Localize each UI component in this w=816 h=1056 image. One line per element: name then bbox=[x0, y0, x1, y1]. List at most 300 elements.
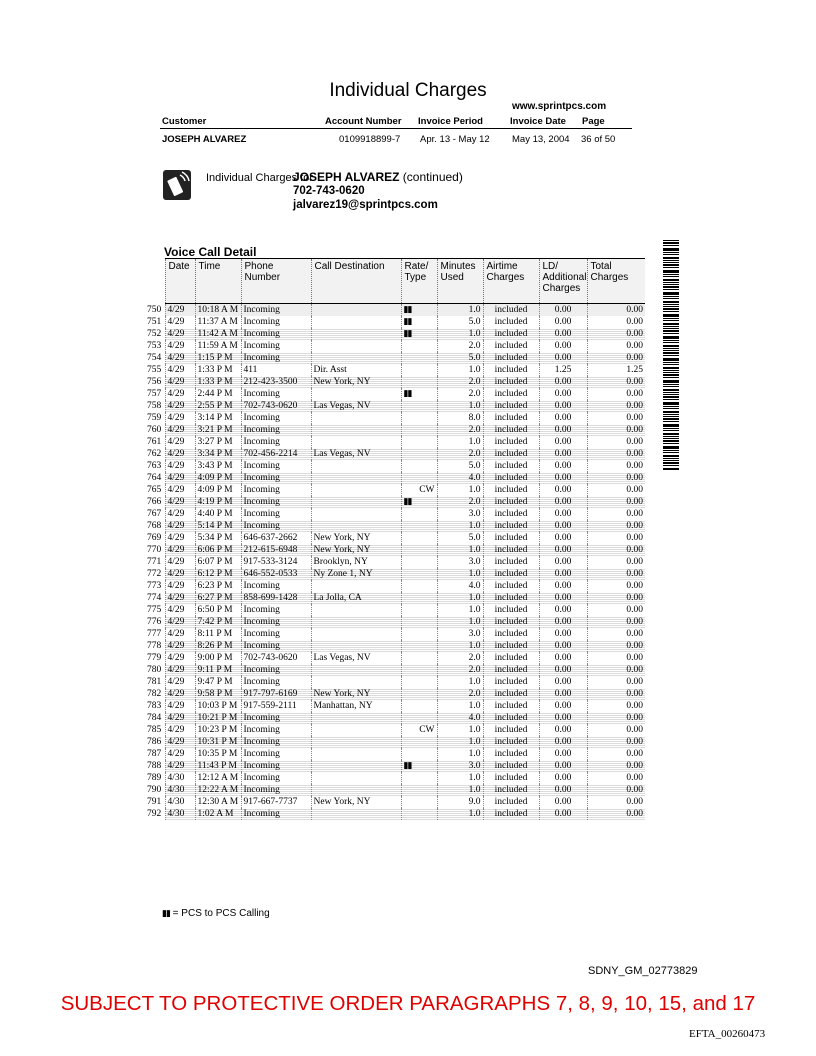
ld-additional-charges: 0.00 bbox=[539, 592, 587, 604]
pcs-to-pcs-icon: ▮▮ bbox=[403, 329, 412, 339]
ld-additional-charges: 1.25 bbox=[539, 364, 587, 376]
call-date: 4/29 bbox=[165, 688, 195, 700]
table-row bbox=[145, 460, 645, 472]
minutes-used: 2.0 bbox=[437, 664, 483, 676]
call-date: 4/30 bbox=[165, 772, 195, 784]
minutes-used: 2.0 bbox=[437, 496, 483, 508]
ld-additional-charges: 0.00 bbox=[539, 400, 587, 412]
protective-order-notice: SUBJECT TO PROTECTIVE ORDER PARAGRAPHS 7, 8, 9, 10, 15, and 17 bbox=[60, 992, 756, 1015]
airtime-charges: included bbox=[483, 532, 539, 544]
airtime-charges: included bbox=[483, 748, 539, 760]
call-time: 1:33 P M bbox=[195, 376, 241, 388]
total-charges: 0.00 bbox=[587, 532, 645, 544]
header-minutes-used: Minutes Used bbox=[437, 259, 483, 304]
total-charges: 0.00 bbox=[587, 340, 645, 352]
call-destination: New York, NY bbox=[311, 376, 401, 388]
minutes-used: 2.0 bbox=[437, 388, 483, 400]
phone-number: Incoming bbox=[241, 748, 311, 760]
call-time: 10:31 P M bbox=[195, 736, 241, 748]
airtime-charges: included bbox=[483, 736, 539, 748]
ld-additional-charges: 0.00 bbox=[539, 652, 587, 664]
minutes-used: 1.0 bbox=[437, 772, 483, 784]
ld-additional-charges: 0.00 bbox=[539, 532, 587, 544]
minutes-used: 3.0 bbox=[437, 556, 483, 568]
rate-type bbox=[401, 364, 437, 376]
airtime-charges: included bbox=[483, 508, 539, 520]
ld-additional-charges: 0.00 bbox=[539, 580, 587, 592]
ld-additional-charges: 0.00 bbox=[539, 340, 587, 352]
call-destination bbox=[311, 460, 401, 472]
call-destination bbox=[311, 784, 401, 796]
airtime-charges: included bbox=[483, 580, 539, 592]
minutes-used: 1.0 bbox=[437, 676, 483, 688]
customer-label: Customer bbox=[162, 116, 207, 127]
row-number: 763 bbox=[145, 460, 165, 472]
phone-number: 212-423-3500 bbox=[241, 376, 311, 388]
minutes-used: 5.0 bbox=[437, 316, 483, 328]
call-destination bbox=[311, 316, 401, 328]
call-date: 4/29 bbox=[165, 676, 195, 688]
airtime-charges: included bbox=[483, 460, 539, 472]
phone-number: Incoming bbox=[241, 676, 311, 688]
phone-number: 917-797-6169 bbox=[241, 688, 311, 700]
legend-text: = PCS to PCS Calling bbox=[169, 908, 270, 919]
rate-type bbox=[401, 592, 437, 604]
table-row bbox=[145, 628, 645, 640]
airtime-charges: included bbox=[483, 340, 539, 352]
header-rule bbox=[160, 128, 632, 129]
airtime-charges: included bbox=[483, 724, 539, 736]
call-time: 5:34 P M bbox=[195, 532, 241, 544]
call-date: 4/29 bbox=[165, 520, 195, 532]
airtime-charges: included bbox=[483, 364, 539, 376]
call-date: 4/30 bbox=[165, 808, 195, 820]
pcs-to-pcs-icon: ▮▮ bbox=[403, 497, 412, 507]
row-number: 759 bbox=[145, 412, 165, 424]
header-date: Date bbox=[165, 259, 195, 304]
call-time: 9:58 P M bbox=[195, 688, 241, 700]
customer-value: JOSEPH ALVAREZ bbox=[162, 134, 247, 145]
rate-type bbox=[401, 376, 437, 388]
rate-type bbox=[401, 424, 437, 436]
total-charges: 0.00 bbox=[587, 724, 645, 736]
table-row bbox=[145, 652, 645, 664]
airtime-charges: included bbox=[483, 628, 539, 640]
minutes-used: 4.0 bbox=[437, 580, 483, 592]
row-number: 770 bbox=[145, 544, 165, 556]
ld-additional-charges: 0.00 bbox=[539, 556, 587, 568]
ld-additional-charges: 0.00 bbox=[539, 808, 587, 820]
row-number: 779 bbox=[145, 652, 165, 664]
airtime-charges: included bbox=[483, 352, 539, 364]
table-row bbox=[145, 664, 645, 676]
pcs-legend bbox=[162, 908, 270, 919]
total-charges: 1.25 bbox=[587, 364, 645, 376]
minutes-used: 2.0 bbox=[437, 652, 483, 664]
row-number: 777 bbox=[145, 628, 165, 640]
airtime-charges: included bbox=[483, 760, 539, 772]
rate-type bbox=[401, 532, 437, 544]
total-charges: 0.00 bbox=[587, 784, 645, 796]
call-time: 1:15 P M bbox=[195, 352, 241, 364]
table-row bbox=[145, 808, 645, 820]
minutes-used: 1.0 bbox=[437, 616, 483, 628]
call-destination bbox=[311, 424, 401, 436]
row-number: 753 bbox=[145, 340, 165, 352]
call-date: 4/29 bbox=[165, 640, 195, 652]
table-row bbox=[145, 772, 645, 784]
call-destination bbox=[311, 412, 401, 424]
call-destination bbox=[311, 640, 401, 652]
ld-additional-charges: 0.00 bbox=[539, 388, 587, 400]
airtime-charges: included bbox=[483, 784, 539, 796]
minutes-used: 1.0 bbox=[437, 748, 483, 760]
call-destination bbox=[311, 436, 401, 448]
ld-additional-charges: 0.00 bbox=[539, 544, 587, 556]
row-number: 760 bbox=[145, 424, 165, 436]
ld-additional-charges: 0.00 bbox=[539, 508, 587, 520]
airtime-charges: included bbox=[483, 712, 539, 724]
call-destination bbox=[311, 328, 401, 340]
row-number: 752 bbox=[145, 328, 165, 340]
table-row bbox=[145, 604, 645, 616]
airtime-charges: included bbox=[483, 484, 539, 496]
airtime-charges: included bbox=[483, 520, 539, 532]
call-date: 4/29 bbox=[165, 424, 195, 436]
call-destination bbox=[311, 760, 401, 772]
rate-type bbox=[401, 628, 437, 640]
call-destination: La Jolla, CA bbox=[311, 592, 401, 604]
airtime-charges: included bbox=[483, 436, 539, 448]
row-number: 750 bbox=[145, 304, 165, 317]
minutes-used: 1.0 bbox=[437, 400, 483, 412]
total-charges: 0.00 bbox=[587, 568, 645, 580]
call-date: 4/29 bbox=[165, 664, 195, 676]
call-date: 4/29 bbox=[165, 592, 195, 604]
call-date: 4/29 bbox=[165, 460, 195, 472]
airtime-charges: included bbox=[483, 652, 539, 664]
call-date: 4/29 bbox=[165, 352, 195, 364]
minutes-used: 1.0 bbox=[437, 592, 483, 604]
minutes-used: 1.0 bbox=[437, 436, 483, 448]
total-charges: 0.00 bbox=[587, 460, 645, 472]
minutes-used: 5.0 bbox=[437, 460, 483, 472]
row-number: 786 bbox=[145, 736, 165, 748]
row-number: 764 bbox=[145, 472, 165, 484]
call-destination bbox=[311, 712, 401, 724]
minutes-used: 3.0 bbox=[437, 508, 483, 520]
rate-type bbox=[401, 472, 437, 484]
total-charges: 0.00 bbox=[587, 676, 645, 688]
phone-number: Incoming bbox=[241, 424, 311, 436]
rate-type bbox=[401, 328, 437, 340]
minutes-used: 9.0 bbox=[437, 796, 483, 808]
pcs-to-pcs-icon: ▮▮ bbox=[403, 305, 412, 315]
call-time: 6:27 P M bbox=[195, 592, 241, 604]
airtime-charges: included bbox=[483, 376, 539, 388]
barcode-icon bbox=[663, 240, 679, 470]
table-row bbox=[145, 304, 645, 317]
rate-type bbox=[401, 664, 437, 676]
minutes-used: 1.0 bbox=[437, 568, 483, 580]
phone-number: Incoming bbox=[241, 664, 311, 676]
airtime-charges: included bbox=[483, 448, 539, 460]
section-title: Voice Call Detail bbox=[164, 245, 257, 259]
minutes-used: 5.0 bbox=[437, 532, 483, 544]
call-date: 4/29 bbox=[165, 364, 195, 376]
header-ld-additional-charges: LD/ Additional Charges bbox=[539, 259, 587, 304]
airtime-charges: included bbox=[483, 388, 539, 400]
rate-type bbox=[401, 580, 437, 592]
call-time: 6:50 P M bbox=[195, 604, 241, 616]
call-destination bbox=[311, 748, 401, 760]
call-destination bbox=[311, 340, 401, 352]
rate-type bbox=[401, 340, 437, 352]
call-date: 4/29 bbox=[165, 412, 195, 424]
call-destination bbox=[311, 580, 401, 592]
airtime-charges: included bbox=[483, 808, 539, 820]
call-date: 4/29 bbox=[165, 616, 195, 628]
table-row bbox=[145, 508, 645, 520]
row-number: 788 bbox=[145, 760, 165, 772]
table-row bbox=[145, 316, 645, 328]
rate-type bbox=[401, 544, 437, 556]
rate-type bbox=[401, 556, 437, 568]
minutes-used: 1.0 bbox=[437, 304, 483, 317]
individual-email: jalvarez19@sprintpcs.com bbox=[293, 199, 438, 211]
total-charges: 0.00 bbox=[587, 736, 645, 748]
ld-additional-charges: 0.00 bbox=[539, 352, 587, 364]
phone-number: Incoming bbox=[241, 616, 311, 628]
table-row bbox=[145, 340, 645, 352]
account-number-label: Account Number bbox=[325, 116, 402, 127]
minutes-used: 5.0 bbox=[437, 352, 483, 364]
call-time: 9:00 P M bbox=[195, 652, 241, 664]
table-row bbox=[145, 760, 645, 772]
minutes-used: 1.0 bbox=[437, 784, 483, 796]
airtime-charges: included bbox=[483, 472, 539, 484]
header-phone-number: Phone Number bbox=[241, 259, 311, 304]
call-destination bbox=[311, 496, 401, 508]
pcs-to-pcs-icon: ▮▮ bbox=[403, 761, 412, 771]
row-number: 774 bbox=[145, 592, 165, 604]
minutes-used: 1.0 bbox=[437, 700, 483, 712]
call-time: 10:21 P M bbox=[195, 712, 241, 724]
rate-type bbox=[401, 640, 437, 652]
ld-additional-charges: 0.00 bbox=[539, 520, 587, 532]
minutes-used: 2.0 bbox=[437, 424, 483, 436]
row-number: 757 bbox=[145, 388, 165, 400]
phone-number: Incoming bbox=[241, 760, 311, 772]
ld-additional-charges: 0.00 bbox=[539, 748, 587, 760]
airtime-charges: included bbox=[483, 664, 539, 676]
total-charges: 0.00 bbox=[587, 484, 645, 496]
table-row bbox=[145, 592, 645, 604]
call-time: 11:42 A M bbox=[195, 328, 241, 340]
minutes-used: 1.0 bbox=[437, 328, 483, 340]
table-row bbox=[145, 448, 645, 460]
rate-type bbox=[401, 712, 437, 724]
call-date: 4/30 bbox=[165, 796, 195, 808]
row-number: 758 bbox=[145, 400, 165, 412]
row-number: 780 bbox=[145, 664, 165, 676]
call-destination bbox=[311, 616, 401, 628]
total-charges: 0.00 bbox=[587, 424, 645, 436]
table-row bbox=[145, 544, 645, 556]
pcs-to-pcs-icon: ▮▮ bbox=[403, 389, 412, 399]
website-url[interactable]: www.sprintpcs.com bbox=[512, 101, 607, 112]
rate-type bbox=[401, 700, 437, 712]
row-number: 751 bbox=[145, 316, 165, 328]
minutes-used: 2.0 bbox=[437, 340, 483, 352]
row-number: 767 bbox=[145, 508, 165, 520]
row-number: 775 bbox=[145, 604, 165, 616]
airtime-charges: included bbox=[483, 556, 539, 568]
total-charges: 0.00 bbox=[587, 688, 645, 700]
header-time: Time bbox=[195, 259, 241, 304]
phone-number: Incoming bbox=[241, 724, 311, 736]
airtime-charges: included bbox=[483, 568, 539, 580]
row-number: 754 bbox=[145, 352, 165, 364]
airtime-charges: included bbox=[483, 412, 539, 424]
pcs-to-pcs-icon: ▮▮ bbox=[403, 317, 412, 327]
call-time: 8:11 P M bbox=[195, 628, 241, 640]
table-row bbox=[145, 568, 645, 580]
ld-additional-charges: 0.00 bbox=[539, 724, 587, 736]
call-time: 2:44 P M bbox=[195, 388, 241, 400]
phone-number: Incoming bbox=[241, 316, 311, 328]
table-header-row bbox=[145, 259, 645, 304]
table-row bbox=[145, 328, 645, 340]
call-destination bbox=[311, 604, 401, 616]
call-time: 8:26 P M bbox=[195, 640, 241, 652]
table-row bbox=[145, 496, 645, 508]
individual-name-bold: JOSEPH ALVAREZ bbox=[293, 170, 400, 184]
call-destination bbox=[311, 676, 401, 688]
table-row bbox=[145, 796, 645, 808]
total-charges: 0.00 bbox=[587, 328, 645, 340]
airtime-charges: included bbox=[483, 700, 539, 712]
call-date: 4/29 bbox=[165, 652, 195, 664]
call-date: 4/29 bbox=[165, 604, 195, 616]
minutes-used: 2.0 bbox=[437, 688, 483, 700]
airtime-charges: included bbox=[483, 592, 539, 604]
row-number: 776 bbox=[145, 616, 165, 628]
ld-additional-charges: 0.00 bbox=[539, 412, 587, 424]
call-time: 6:07 P M bbox=[195, 556, 241, 568]
ld-additional-charges: 0.00 bbox=[539, 472, 587, 484]
ld-additional-charges: 0.00 bbox=[539, 736, 587, 748]
header-total-charges: Total Charges bbox=[587, 259, 645, 304]
minutes-used: 1.0 bbox=[437, 364, 483, 376]
total-charges: 0.00 bbox=[587, 388, 645, 400]
call-destination bbox=[311, 352, 401, 364]
phone-number: Incoming bbox=[241, 328, 311, 340]
header-airtime-charges: Airtime Charges bbox=[483, 259, 539, 304]
phone-number: 702-743-0620 bbox=[241, 652, 311, 664]
call-time: 12:22 A M bbox=[195, 784, 241, 796]
table-row bbox=[145, 700, 645, 712]
call-time: 10:35 P M bbox=[195, 748, 241, 760]
call-destination: Ny Zone 1, NY bbox=[311, 568, 401, 580]
rate-type bbox=[401, 736, 437, 748]
header-call-destination: Call Destination bbox=[311, 259, 401, 304]
individual-charges-label: Individual Charges for bbox=[206, 172, 314, 184]
phone-number: Incoming bbox=[241, 496, 311, 508]
row-number: 762 bbox=[145, 448, 165, 460]
phone-number: 411 bbox=[241, 364, 311, 376]
total-charges: 0.00 bbox=[587, 700, 645, 712]
row-number: 772 bbox=[145, 568, 165, 580]
call-time: 3:43 P M bbox=[195, 460, 241, 472]
minutes-used: 1.0 bbox=[437, 520, 483, 532]
call-date: 4/29 bbox=[165, 328, 195, 340]
total-charges: 0.00 bbox=[587, 772, 645, 784]
total-charges: 0.00 bbox=[587, 544, 645, 556]
rate-type bbox=[401, 772, 437, 784]
row-number: 781 bbox=[145, 676, 165, 688]
total-charges: 0.00 bbox=[587, 592, 645, 604]
phone-number: Incoming bbox=[241, 304, 311, 317]
total-charges: 0.00 bbox=[587, 760, 645, 772]
invoice-period-label: Invoice Period bbox=[418, 116, 483, 127]
total-charges: 0.00 bbox=[587, 556, 645, 568]
row-number: 790 bbox=[145, 784, 165, 796]
total-charges: 0.00 bbox=[587, 640, 645, 652]
call-time: 12:12 A M bbox=[195, 772, 241, 784]
call-time: 2:55 P M bbox=[195, 400, 241, 412]
call-destination bbox=[311, 472, 401, 484]
rate-type bbox=[401, 784, 437, 796]
rate-type bbox=[401, 676, 437, 688]
table-row bbox=[145, 412, 645, 424]
call-date: 4/29 bbox=[165, 700, 195, 712]
pcs-to-pcs-icon: ▮▮ bbox=[162, 909, 170, 919]
phone-number: 858-699-1428 bbox=[241, 592, 311, 604]
phone-number: Incoming bbox=[241, 340, 311, 352]
phone-number: 917-533-3124 bbox=[241, 556, 311, 568]
table-row bbox=[145, 424, 645, 436]
individual-name-suffix: (continued) bbox=[399, 170, 463, 184]
call-date: 4/29 bbox=[165, 508, 195, 520]
call-destination bbox=[311, 484, 401, 496]
call-time: 9:11 P M bbox=[195, 664, 241, 676]
call-date: 4/29 bbox=[165, 340, 195, 352]
phone-signal-icon bbox=[163, 168, 191, 202]
total-charges: 0.00 bbox=[587, 376, 645, 388]
total-charges: 0.00 bbox=[587, 472, 645, 484]
table-row bbox=[145, 364, 645, 376]
call-destination: Las Vegas, NV bbox=[311, 448, 401, 460]
table-row bbox=[145, 556, 645, 568]
total-charges: 0.00 bbox=[587, 448, 645, 460]
row-number: 756 bbox=[145, 376, 165, 388]
rate-type bbox=[401, 652, 437, 664]
minutes-used: 4.0 bbox=[437, 712, 483, 724]
ld-additional-charges: 0.00 bbox=[539, 424, 587, 436]
ld-additional-charges: 0.00 bbox=[539, 304, 587, 317]
call-time: 12:30 A M bbox=[195, 796, 241, 808]
invoice-period-value: Apr. 13 - May 12 bbox=[420, 134, 490, 145]
row-number: 771 bbox=[145, 556, 165, 568]
total-charges: 0.00 bbox=[587, 808, 645, 820]
row-number: 761 bbox=[145, 436, 165, 448]
rate-type bbox=[401, 304, 437, 317]
call-destination: New York, NY bbox=[311, 544, 401, 556]
call-destination bbox=[311, 628, 401, 640]
table-row bbox=[145, 616, 645, 628]
call-date: 4/29 bbox=[165, 400, 195, 412]
